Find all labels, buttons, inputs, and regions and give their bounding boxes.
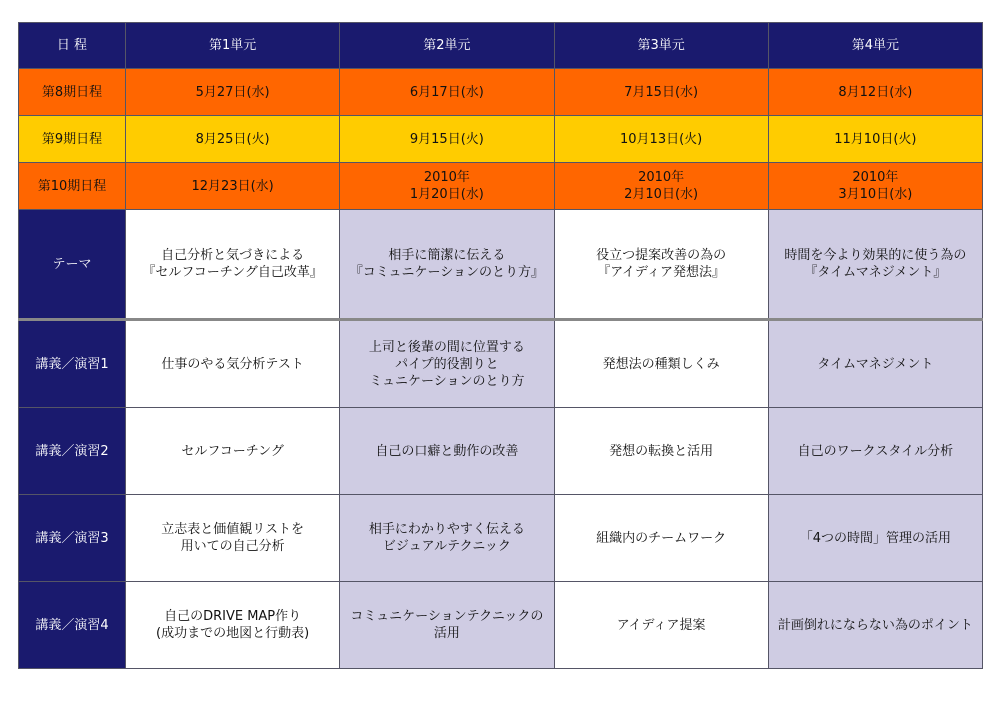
theme-cell: 時間を今より効果的に使う為の 『タイムマネジメント』 (768, 210, 982, 320)
unit-header: 第4単元 (768, 23, 982, 69)
schedule-date: 6月17日(水) (340, 69, 554, 116)
unit-header: 第1単元 (126, 23, 340, 69)
lecture-cell: セルフコーチング (126, 408, 340, 495)
lecture-label: 講義／演習3 (19, 495, 126, 582)
unit-header: 第2単元 (340, 23, 554, 69)
schedule-label: 第10期日程 (19, 163, 126, 210)
lecture-cell: 組織内のチームワーク (554, 495, 768, 582)
lecture-cell: 相手にわかりやすく伝える ビジュアルテクニック (340, 495, 554, 582)
schedule-date: 10月13日(火) (554, 116, 768, 163)
schedule-row (19, 163, 983, 210)
schedule-date: 8月25日(火) (126, 116, 340, 163)
schedule-date: 7月15日(水) (554, 69, 768, 116)
lecture-cell: 自己のDRIVE MAP作り (成功までの地図と行動表) (126, 582, 340, 669)
lecture-cell: 上司と後輩の間に位置する パイプ的役割りと ミュニケーションのとり方 (340, 320, 554, 408)
schedule-date: 2010年 2月10日(水) (554, 163, 768, 210)
schedule-date: 5月27日(水) (126, 69, 340, 116)
lecture-cell: タイムマネジメント (768, 320, 982, 408)
schedule-row (19, 69, 983, 116)
schedule-date: 12月23日(水) (126, 163, 340, 210)
schedule-label: 第9期日程 (19, 116, 126, 163)
schedule-row (19, 116, 983, 163)
theme-row (19, 210, 983, 320)
theme-cell: 相手に簡潔に伝える 『コミュニケーションのとり方』 (340, 210, 554, 320)
lecture-cell: 自己の口癖と動作の改善 (340, 408, 554, 495)
theme-label: テーマ (19, 210, 126, 320)
schedule-date: 8月12日(水) (768, 69, 982, 116)
schedule-table (18, 22, 983, 669)
schedule-date: 2010年 3月10日(水) (768, 163, 982, 210)
lecture-row (19, 408, 983, 495)
header-label: 日 程 (19, 23, 126, 69)
lecture-cell: コミュニケーションテクニックの 活用 (340, 582, 554, 669)
lecture-cell: 仕事のやる気分析テスト (126, 320, 340, 408)
schedule-label: 第8期日程 (19, 69, 126, 116)
lecture-cell: 発想の転換と活用 (554, 408, 768, 495)
lecture-cell: アイディア提案 (554, 582, 768, 669)
lecture-cell: 計画倒れにならない為のポイント (768, 582, 982, 669)
lecture-row (19, 582, 983, 669)
schedule-date: 2010年 1月20日(水) (340, 163, 554, 210)
lecture-label: 講義／演習4 (19, 582, 126, 669)
schedule-date: 11月10日(火) (768, 116, 982, 163)
theme-cell: 役立つ提案改善の為の 『アイディア発想法』 (554, 210, 768, 320)
lecture-row (19, 320, 983, 408)
lecture-cell: 「4つの時間」管理の活用 (768, 495, 982, 582)
schedule-date: 9月15日(火) (340, 116, 554, 163)
header-row (19, 23, 983, 69)
lecture-label: 講義／演習2 (19, 408, 126, 495)
lecture-label: 講義／演習1 (19, 320, 126, 408)
lecture-cell: 自己のワークスタイル分析 (768, 408, 982, 495)
lecture-cell: 発想法の種類しくみ (554, 320, 768, 408)
theme-cell: 自己分析と気づきによる 『セルフコーチング自己改革』 (126, 210, 340, 320)
lecture-cell: 立志表と価値観リストを 用いての自己分析 (126, 495, 340, 582)
lecture-row (19, 495, 983, 582)
unit-header: 第3単元 (554, 23, 768, 69)
